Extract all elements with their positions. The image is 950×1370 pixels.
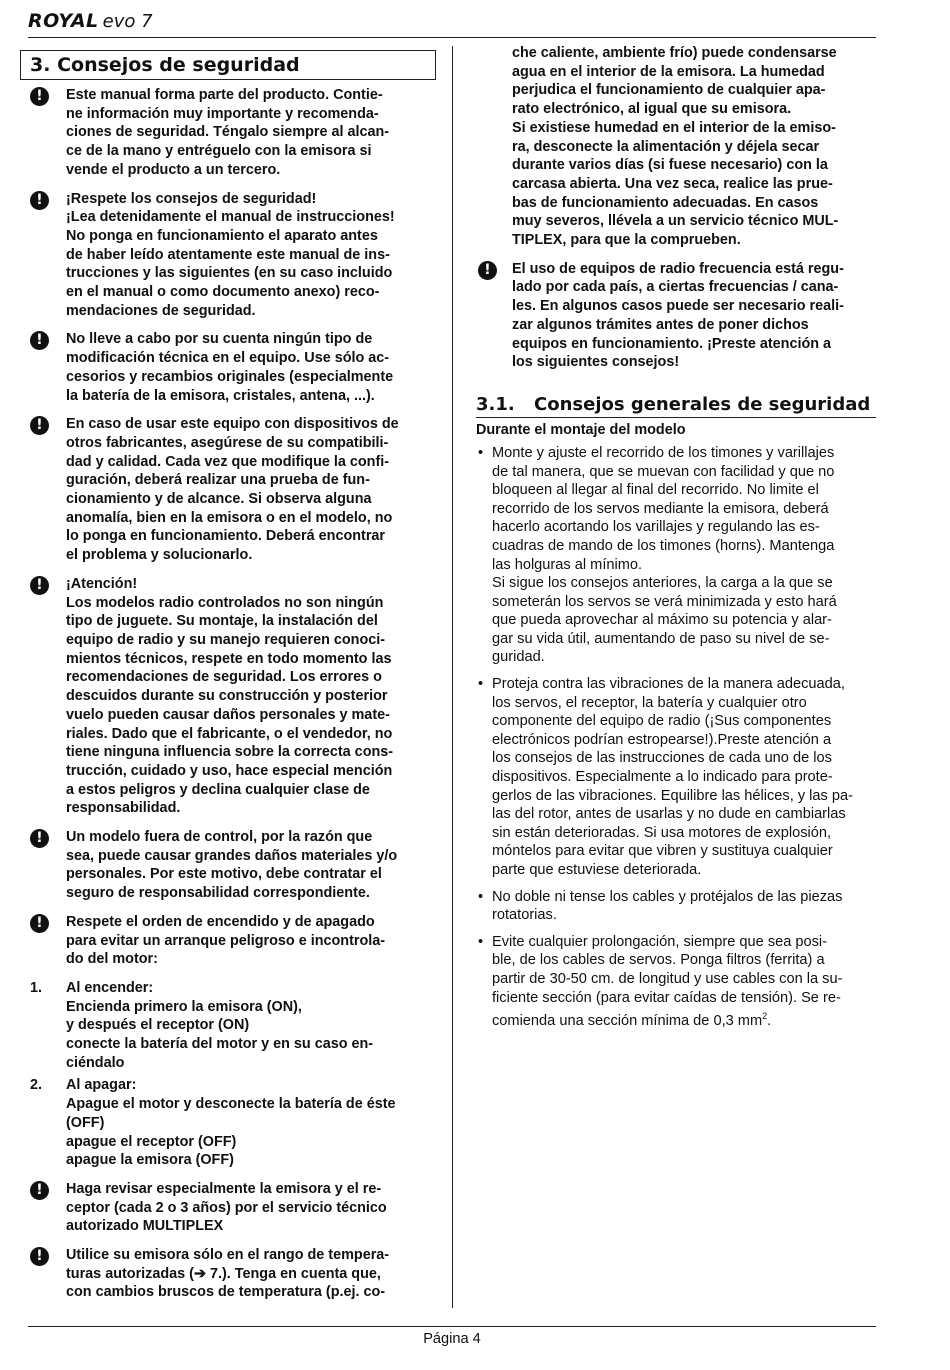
text-line: Apague el motor y desconecte la batería de éste: [66, 1096, 396, 1113]
text-line: trucción, cuidado y uso, hace especial mención: [66, 762, 393, 779]
text-line: [492, 951, 876, 970]
text-line: guración, deberá realizar una prueba de fun-: [66, 472, 370, 489]
text-line: conecte la batería del motor y en su caso en-: [66, 1036, 374, 1053]
text-content: los consejos de las instrucciones de cada uno de los: [492, 750, 832, 767]
text-line: Respete el orden de encendido y de apagado: [66, 913, 375, 930]
text-line: ciones de seguridad. Téngalo siempre al alcan-: [66, 124, 390, 141]
text-line: [492, 861, 876, 880]
text-content: gar su vida útil, aumentando de paso su nivel de se-: [492, 630, 830, 647]
text-line: zar algunos trámites antes de poner dichos: [512, 316, 809, 333]
text-line: trucciones y las siguientes (en su caso incluido: [66, 265, 393, 282]
warning-icon: !: [30, 1247, 49, 1266]
safety-item: [20, 828, 436, 903]
safety-items: [20, 86, 436, 969]
text-content: cuadras de mando de los timones (horns). Mantenga: [492, 537, 835, 554]
text-line: (OFF): [66, 1114, 105, 1131]
safety-item: [20, 1180, 436, 1236]
page-header: [28, 10, 876, 38]
text-line: otros fabricantes, asegúrese de su compatibili-: [66, 434, 389, 451]
text-line: [492, 805, 876, 824]
text-content: comienda una sección mínima de 0,3 mm: [492, 1013, 763, 1030]
text-line: mendaciones de seguridad.: [66, 302, 256, 319]
bullet-item: [476, 444, 876, 667]
safety-item: [476, 260, 876, 372]
item-number: 1.: [30, 979, 43, 996]
text-line: perjudica el funcionamiento de cualquier apa-: [512, 82, 826, 99]
subheading: Durante el montaje del modelo: [476, 421, 686, 438]
text-line: modificación técnica en el equipo. Use sólo ac-: [66, 350, 390, 367]
warning-icon: !: [30, 914, 49, 933]
subsection-title-text: Consejos generales de seguridad: [534, 393, 871, 415]
text-line: Al apagar:: [66, 1077, 137, 1094]
text-line: y después el receptor (ON): [66, 1017, 250, 1034]
text-line: sea, puede causar grandes daños materiales y/o: [66, 847, 398, 864]
text-line: [492, 574, 876, 593]
text-line: equipo de radio y su manejo requieren conoci-: [66, 631, 386, 648]
text-tail: .: [767, 1013, 772, 1030]
text-line: [492, 888, 876, 907]
text-content: Monte y ajuste el recorrido de los timones y varillajes: [492, 444, 835, 461]
text-line: tipo de juguete. Su montaje, la instalación del: [66, 613, 378, 630]
safety-items-continued: [20, 1180, 436, 1302]
warning-icon: !: [30, 191, 49, 210]
text-line: agua en el interior de la emisora. La humedad: [512, 63, 825, 80]
continued-paragraph: [476, 44, 876, 250]
text-content: las del rotor, antes de usarlas y no dude en cambiarlas: [492, 806, 846, 823]
safety-item: [20, 1246, 436, 1302]
text-line: Si existiese humedad en el interior de la emiso-: [512, 119, 836, 136]
text-line: do del motor:: [66, 951, 158, 968]
text-content: rotatorias.: [492, 907, 557, 924]
section-number: 3.: [30, 54, 51, 76]
text-line: ¡Respete los consejos de seguridad!: [66, 190, 317, 207]
text-line: [492, 630, 876, 649]
text-content: componente del equipo de radio (¡Sus componentes: [492, 713, 832, 730]
page-number: Página 4: [423, 1331, 481, 1347]
text-line: [492, 731, 876, 750]
text-line: [492, 906, 876, 925]
text-line: [492, 842, 876, 861]
text-content: gerlos de las vibraciones. Equilibre las hélices, y las pa-: [492, 787, 853, 804]
text-line: a estos peligros y declina cualquier clase de: [66, 781, 370, 798]
text-line: la batería de la emisora, cristales, antena, ...).: [66, 387, 375, 404]
text-line: dad y calidad. Cada vez que modifique la confi-: [66, 453, 390, 470]
text-line: [492, 593, 876, 612]
text-line: Al encender:: [66, 979, 154, 996]
text-line: lo ponga en funcionamiento. Deberá encontrar: [66, 528, 386, 545]
text-line: los siguientes consejos!: [512, 354, 680, 371]
text-line: ce de la mano y entréguelo con la emisora si: [66, 143, 372, 160]
text-line: bas de funcionamiento adecuadas. En casos: [512, 194, 819, 211]
warning-icon: !: [30, 576, 49, 595]
warning-icon: !: [30, 416, 49, 435]
text-line: [492, 989, 876, 1008]
text-line: ciéndalo: [66, 1054, 125, 1071]
text-content: bloqueen al llegar al final del recorrido. No limite el: [492, 482, 819, 499]
model-name: evo 7: [102, 11, 153, 32]
text-line: lado por cada país, a ciertas frecuencias / cana-: [512, 279, 839, 296]
numbered-item: [20, 979, 436, 1073]
text-content: someterán los servos se verá minimizada y esto hará: [492, 593, 837, 610]
safety-item: [20, 190, 436, 321]
bullet-item: [476, 675, 876, 880]
text-line: [492, 787, 876, 806]
text-content: que pueda aprovechar al máximo su potencia y alar-: [492, 612, 832, 629]
text-line: Utilice su emisora sólo en el rango de tempera-: [66, 1247, 390, 1264]
text-content: parte que estuviese deteriorada.: [492, 862, 702, 879]
text-content: Proteja contra las vibraciones de la manera adecuada,: [492, 676, 845, 693]
text-line: No ponga en funcionamiento el aparato antes: [66, 227, 378, 244]
text-content: de tal manera, que se muevan con facilidad y que no: [492, 463, 835, 480]
text-line: para evitar un arranque peligroso e incontrola-: [66, 932, 386, 949]
section-title-text: Consejos de seguridad: [57, 54, 300, 76]
bullet-list: [476, 444, 876, 1031]
text-content: hacerlo acortando los varillajes y regulando las es-: [492, 519, 820, 536]
text-line: Los modelos radio controlados no son ningún: [66, 594, 384, 611]
text-content: ficiente sección (para evitar caídas de tensión). Se re-: [492, 989, 841, 1006]
text-line: [492, 749, 876, 768]
text-line: [492, 675, 876, 694]
text-line: che caliente, ambiente frío) puede condensarse: [512, 45, 837, 61]
text-line: descuidos durante su construcción y posterior: [66, 688, 388, 705]
text-line: el problema y solucionarlo.: [66, 547, 253, 564]
bullet-icon: •: [478, 676, 484, 693]
text-line: vende el producto a un tercero.: [66, 161, 281, 178]
text-line: [492, 1007, 876, 1030]
text-line: les. En algunos casos puede ser necesario reali-: [512, 298, 844, 315]
safety-item: [20, 330, 436, 405]
radio-frequency-item: [476, 260, 876, 372]
text-line: [492, 712, 876, 731]
text-line: anomalía, bien en la emisora o en el modelo, no: [66, 509, 393, 526]
text-line: [492, 768, 876, 787]
text-line: durante varios días (si fuese necesario) con la: [512, 157, 828, 174]
text-content: las holguras al mínimo.: [492, 556, 643, 573]
text-line: [492, 481, 876, 500]
text-line: [492, 556, 876, 575]
superscript: 2: [762, 1011, 768, 1022]
text-line: con cambios bruscos de temperatura (p.ej. co-: [66, 1284, 386, 1301]
text-line: mientos técnicos, respete en todo momento las: [66, 650, 392, 667]
text-line: de haber leído atentamente este manual de ins-: [66, 246, 390, 263]
text-line: cionamiento y de alcance. Si observa alguna: [66, 491, 372, 508]
safety-item: [20, 86, 436, 180]
text-line: tiene ninguna influencia sobre la correcta cons-: [66, 744, 394, 761]
bullet-icon: •: [478, 444, 484, 461]
subsection-number: 3.1.: [476, 393, 515, 415]
text-line: Encienda primero la emisora (ON),: [66, 998, 302, 1015]
text-content: partir de 30-50 cm. de longitud y use cables con la su-: [492, 970, 843, 987]
text-line: Haga revisar especialmente la emisora y el re-: [66, 1180, 382, 1197]
text-line: [492, 444, 876, 463]
section-title: [20, 50, 436, 80]
bullet-icon: •: [478, 933, 484, 950]
warning-icon: !: [30, 1181, 49, 1200]
text-line: ¡Atención!: [66, 575, 138, 592]
text-line: [492, 463, 876, 482]
text-content: electrónicos podrían estropearse!).Preste atención a: [492, 731, 832, 748]
text-line: apague la emisora (OFF): [66, 1152, 234, 1169]
text-content: ble, de los cables de servos. Ponga filtros (ferrita) a: [492, 952, 825, 969]
text-content: guridad.: [492, 649, 545, 666]
text-line: turas autorizadas (➔ 7.). Tenga en cuenta que,: [66, 1265, 381, 1282]
text-line: en el manual o como documento anexo) reco-: [66, 284, 380, 301]
left-column: [20, 50, 436, 1312]
text-content: Evite cualquier prolongación, siempre que sea posi-: [492, 933, 828, 950]
text-content: sin están deterioradas. Si usa motores de explosión,: [492, 824, 832, 841]
text-line: En caso de usar este equipo con dispositivos de: [66, 416, 399, 433]
text-line: apague el receptor (OFF): [66, 1133, 237, 1150]
power-sequence-list: [20, 979, 436, 1170]
text-content: recorrido de los servos mediante la emisora, deberá: [492, 500, 829, 517]
text-line: [492, 500, 876, 519]
text-line: autorizado MULTIPLEX: [66, 1218, 224, 1235]
safety-item: [20, 415, 436, 565]
text-line: personales. Por este motivo, debe contratar el: [66, 866, 382, 883]
page-footer: [28, 1326, 876, 1347]
warning-icon: !: [30, 829, 49, 848]
safety-item: [20, 913, 436, 969]
text-line: seguro de responsabilidad correspondiente.: [66, 885, 370, 902]
text-line: El uso de equipos de radio frecuencia está regu-: [512, 260, 844, 277]
text-line: [492, 518, 876, 537]
text-line: ¡Lea detenidamente el manual de instrucciones!: [66, 209, 395, 226]
text-line: vuelo pueden causar daños personales y mate-: [66, 706, 390, 723]
text-content: dispositivos. Especialmente a lo indicado para prote-: [492, 769, 833, 786]
right-column: [476, 44, 876, 1039]
text-line: [492, 537, 876, 556]
subsection-title: [476, 394, 876, 418]
text-line: rato electrónico, al igual que su emisora.: [512, 101, 792, 118]
bullet-item: [476, 933, 876, 1031]
bullet-icon: •: [478, 888, 484, 905]
text-line: Este manual forma parte del producto. Contie-: [66, 87, 383, 103]
brand-name: ROYAL: [28, 10, 99, 32]
text-line: [492, 933, 876, 952]
text-line: [492, 648, 876, 667]
text-line: TIPLEX, para que la comprueben.: [512, 232, 741, 249]
safety-item: [20, 575, 436, 818]
text-line: ceptor (cada 2 o 3 años) por el servicio técnico: [66, 1199, 387, 1216]
text-line: responsabilidad.: [66, 800, 181, 817]
column-divider: [452, 46, 453, 1308]
text-line: recomendaciones de seguridad. Los errores o: [66, 669, 382, 686]
text-content: No doble ni tense los cables y protéjalos de las piezas: [492, 888, 843, 905]
warning-icon: !: [30, 87, 49, 106]
text-line: Un modelo fuera de control, por la razón que: [66, 829, 373, 846]
text-content: Si sigue los consejos anteriores, la carga a la que se: [492, 575, 833, 592]
text-content: móntelos para evitar que vibren y sustituya cualquier: [492, 843, 833, 860]
warning-icon: !: [478, 261, 497, 280]
item-number: 2.: [30, 1077, 43, 1094]
text-line: [492, 694, 876, 713]
text-line: cesorios y recambios originales (especialmente: [66, 368, 394, 385]
text-content: los servos, el receptor, la batería y cualquier otro: [492, 694, 807, 711]
text-line: equipos en funcionamiento. ¡Preste atención a: [512, 335, 832, 352]
bullet-item: [476, 888, 876, 925]
text-line: [492, 970, 876, 989]
text-line: muy severos, llévela a un servicio técnico MUL-: [512, 213, 839, 230]
text-line: No lleve a cabo por su cuenta ningún tipo de: [66, 331, 373, 348]
numbered-item: [20, 1076, 436, 1170]
text-line: riales. Dado que el fabricante, o el vendedor, no: [66, 725, 393, 742]
warning-icon: !: [30, 331, 49, 350]
text-line: ra, desconecte la alimentación y déjela secar: [512, 138, 820, 155]
text-line: carcasa abierta. Una vez seca, realice las prue-: [512, 175, 833, 192]
text-line: [492, 824, 876, 843]
text-line: [492, 611, 876, 630]
text-line: ne información muy importante y recomenda-: [66, 105, 379, 122]
